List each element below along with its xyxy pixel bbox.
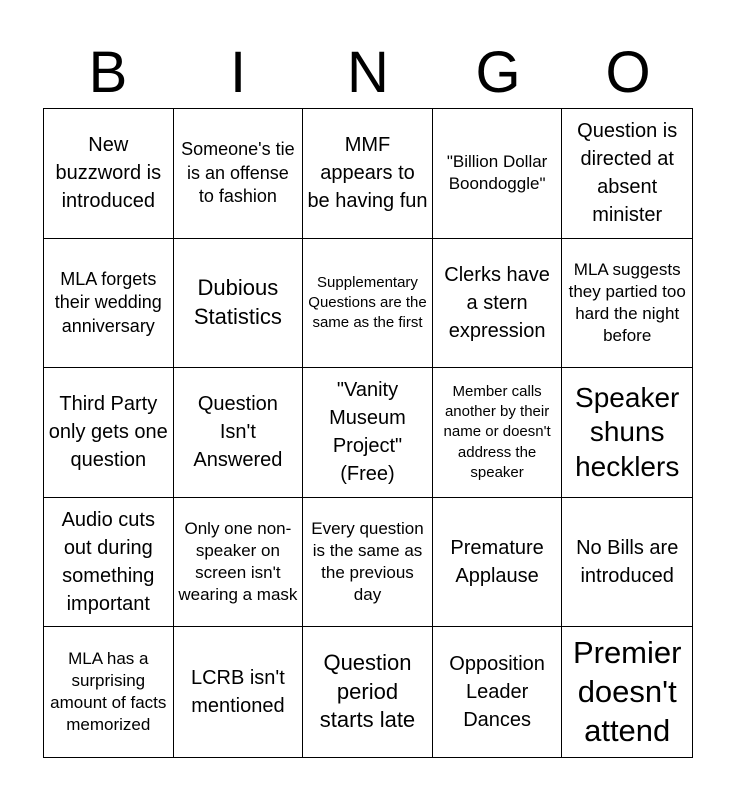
bingo-board xyxy=(43,108,693,758)
bingo-cell[interactable]: Premature Applause xyxy=(433,498,563,628)
bingo-cell[interactable]: Question period starts late xyxy=(303,627,433,757)
bingo-cell[interactable]: Question Isn't Answered xyxy=(174,368,304,498)
bingo-cell[interactable]: Member calls another by their name or doesn't address the speaker xyxy=(433,368,563,498)
bingo-cell[interactable]: New buzzword is introduced xyxy=(44,109,174,239)
bingo-cell[interactable]: Clerks have a stern expression xyxy=(433,239,563,369)
bingo-header xyxy=(43,40,693,106)
bingo-cell[interactable]: MMF appears to be having fun xyxy=(303,109,433,239)
bingo-cell[interactable]: Opposition Leader Dances xyxy=(433,627,563,757)
bingo-cell[interactable]: Question is directed at absent minister xyxy=(562,109,692,239)
bingo-cell[interactable]: Audio cuts out during something important xyxy=(44,498,174,628)
bingo-cell[interactable]: LCRB isn't mentioned xyxy=(174,627,304,757)
bingo-cell[interactable]: Supplementary Questions are the same as the first xyxy=(303,239,433,369)
bingo-cell[interactable]: Dubious Statistics xyxy=(174,239,304,369)
bingo-cell[interactable]: Only one non-speaker on screen isn't wearing a mask xyxy=(174,498,304,628)
bingo-cell[interactable]: MLA suggests they partied too hard the night before xyxy=(562,239,692,369)
header-letter-g: G xyxy=(475,40,521,105)
bingo-cell[interactable]: "Billion Dollar Boondoggle" xyxy=(433,109,563,239)
bingo-cell[interactable]: No Bills are introduced xyxy=(562,498,692,628)
header-letter-o: O xyxy=(605,40,651,105)
bingo-cell[interactable]: Premier doesn't attend xyxy=(572,635,682,748)
bingo-cell[interactable]: Speaker shuns hecklers xyxy=(562,368,692,498)
header-letter-i: I xyxy=(229,40,247,105)
bingo-cell[interactable]: Someone's tie is an offense to fashion xyxy=(174,109,304,239)
bingo-cell[interactable]: Third Party only gets one question xyxy=(44,368,174,498)
bingo-cell[interactable]: "Vanity Museum Project" (Free) xyxy=(303,368,433,498)
header-letter-n: N xyxy=(347,40,389,105)
bingo-cell[interactable]: MLA forgets their wedding anniversary xyxy=(44,239,174,369)
header-letter-b: B xyxy=(88,40,128,105)
bingo-cell[interactable]: MLA has a surprising amount of facts memorized xyxy=(44,627,174,757)
bingo-cell[interactable]: Every question is the same as the previous day xyxy=(303,498,433,628)
